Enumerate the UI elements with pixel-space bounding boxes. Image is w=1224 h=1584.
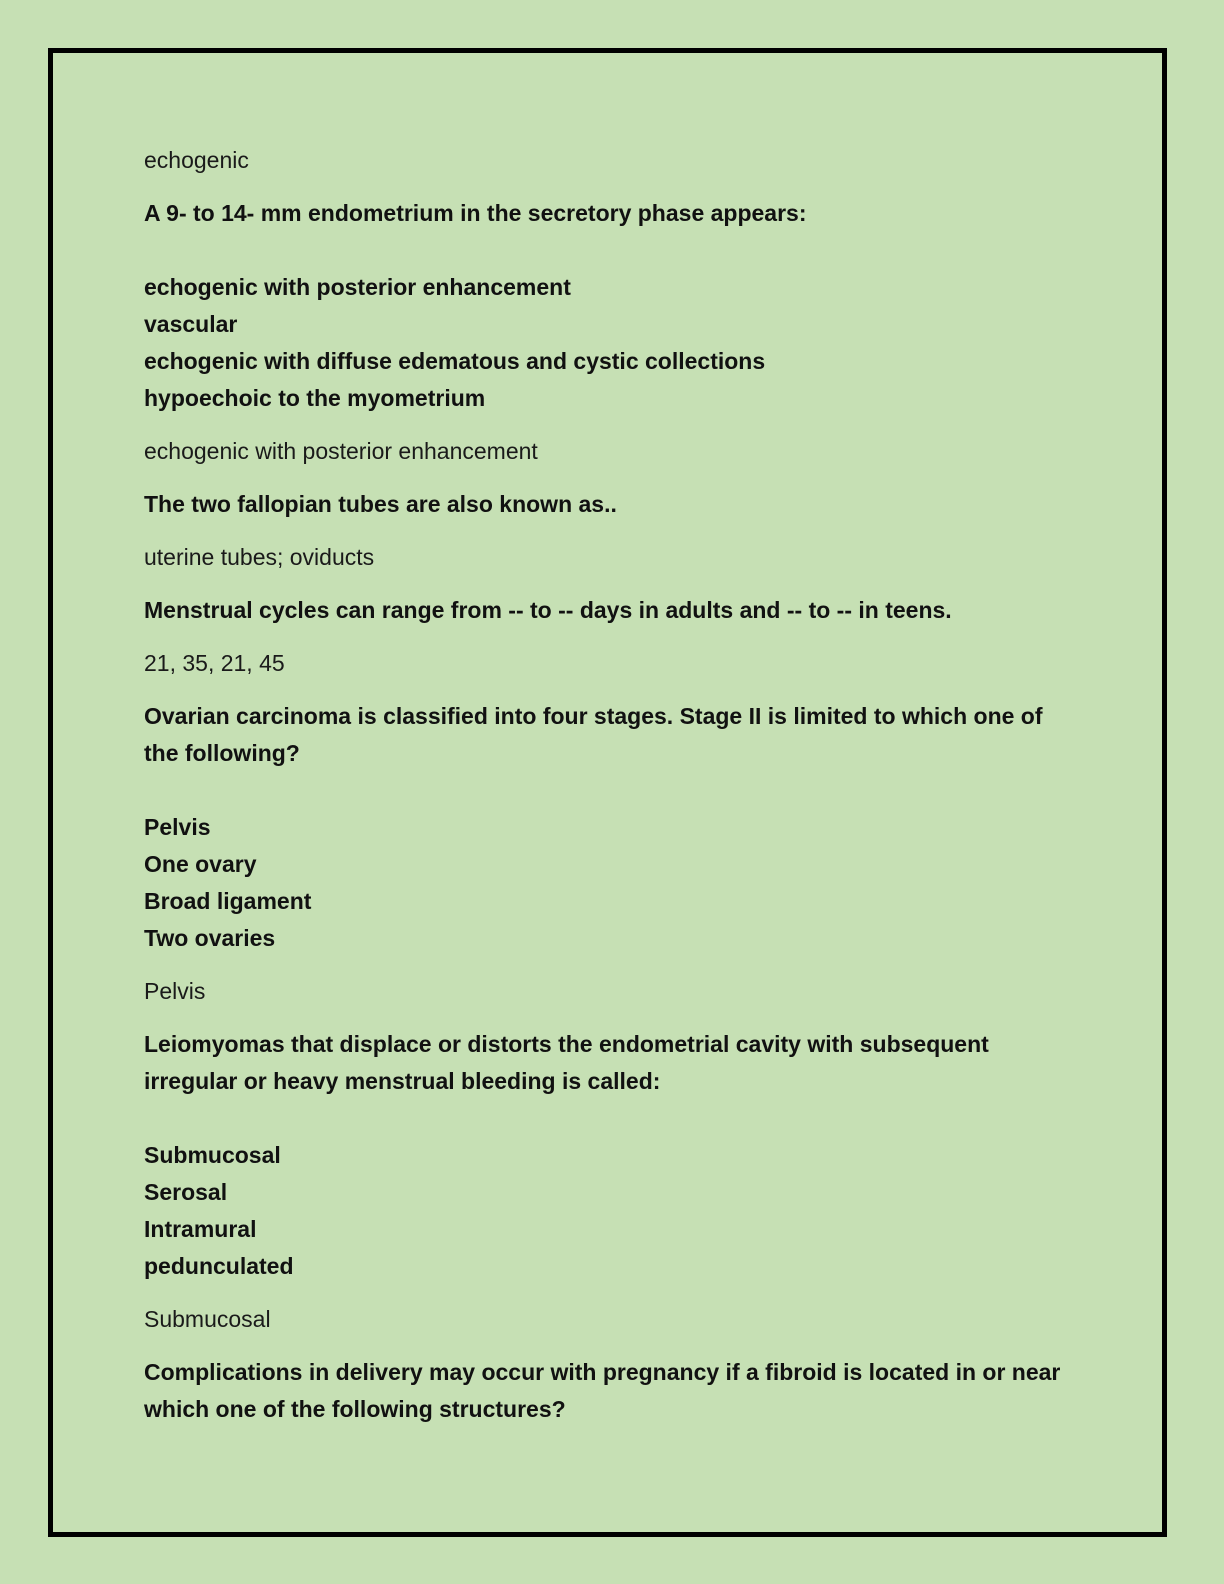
answer-options [144, 809, 1074, 957]
question-text: Leiomyomas that displace or distorts the endometrial cavity with subsequent irregular or heavy menstrual bleeding is called: [144, 1031, 989, 1094]
option-item: echogenic with diffuse edematous and cystic collections [144, 348, 766, 374]
question-block [144, 195, 1074, 417]
option-item: vascular [144, 311, 238, 337]
answer-text: Submucosal [144, 1306, 271, 1332]
answer-text: 21, 35, 21, 45 [144, 650, 285, 676]
option-item: hypoechoic to the myometrium [144, 385, 486, 411]
option-item: Submucosal [144, 1142, 281, 1168]
question-block [144, 698, 1074, 957]
question-block [144, 1354, 1074, 1428]
option-item: Broad ligament [144, 888, 312, 914]
answer-options [144, 1137, 1074, 1285]
question-text: Ovarian carcinoma is classified into four stages. Stage II is limited to which one of the following? [144, 703, 1043, 766]
option-item: echogenic with posterior enhancement [144, 274, 571, 300]
answer-options [144, 269, 1074, 417]
answer-text: uterine tubes; oviducts [144, 544, 375, 570]
question-block [144, 1026, 1074, 1285]
option-item: Intramural [144, 1216, 257, 1242]
answer-text: Pelvis [144, 978, 206, 1004]
question-text: The two fallopian tubes are also known as.. [144, 491, 617, 517]
option-item: Two ovaries [144, 925, 276, 951]
option-item: Serosal [144, 1179, 228, 1205]
answer-text: echogenic with posterior enhancement [144, 438, 538, 464]
option-item: Pelvis [144, 814, 211, 840]
option-item: One ovary [144, 851, 257, 877]
question-text: Complications in delivery may occur with pregnancy if a fibroid is located in or near which one of the following structures? [144, 1359, 1061, 1422]
option-item: pedunculated [144, 1253, 294, 1279]
question-text: Menstrual cycles can range from -- to -- days in adults and -- to -- in teens. [144, 597, 952, 623]
question-block [144, 486, 1074, 523]
answer-text: echogenic [144, 147, 249, 173]
question-text: A 9- to 14- mm endometrium in the secretory phase appears: [144, 200, 807, 226]
question-block [144, 592, 1074, 629]
flashcard-content [144, 143, 1074, 1445]
